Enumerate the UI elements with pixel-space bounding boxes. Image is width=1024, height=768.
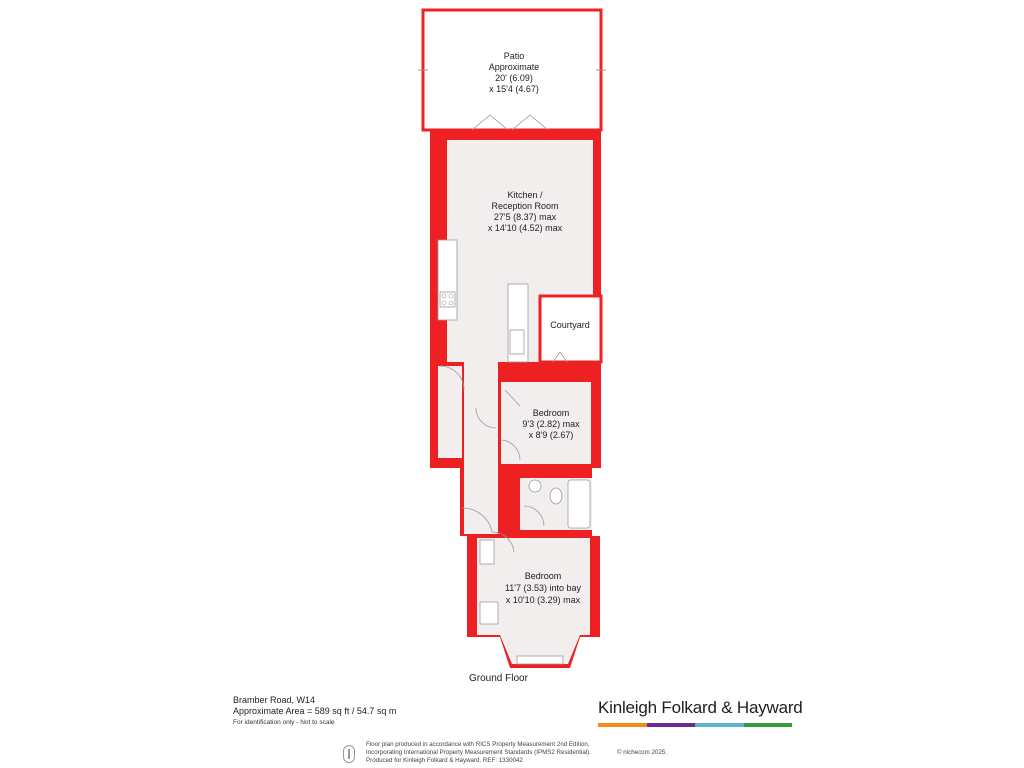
svg-text:x 10'10 (3.29) max: x 10'10 (3.29) max: [505, 595, 581, 605]
svg-text:9'3 (2.82) max: 9'3 (2.82) max: [522, 419, 580, 429]
footer-line-1: Floor plan produced in accordance with RICS Property Measurement 2nd Edition,: [366, 741, 590, 748]
footer-text: [366, 741, 591, 766]
svg-text:20' (6.09): 20' (6.09): [495, 73, 533, 83]
footer-line-3: Produced for Kinleigh Folkard & Hayward. REF: 1330042: [366, 757, 523, 765]
wardrobe: [480, 540, 494, 564]
hall-cupboard: [438, 366, 462, 458]
svg-text:Patio: Patio: [503, 51, 525, 61]
basin: [529, 480, 541, 492]
svg-text:Bedroom: Bedroom: [524, 571, 562, 581]
svg-text:Reception Room: Reception Room: [491, 201, 559, 211]
svg-text:11'7 (3.53) into bay: 11'7 (3.53) into bay: [504, 583, 582, 593]
brand-color-bar: [598, 723, 792, 727]
property-address: Bramber Road, W14: [233, 695, 316, 705]
property-area: Approximate Area = 589 sq ft / 54.7 sq m: [233, 706, 397, 716]
brand-logo-text: Kinleigh Folkard & Hayward: [598, 698, 803, 717]
svg-text:x 15'4 (4.67): x 15'4 (4.67): [489, 84, 539, 94]
svg-text:x 14'10 (4.52) max: x 14'10 (4.52) max: [487, 223, 563, 233]
property-disclaimer: For identification only - Not to scale: [233, 719, 335, 726]
hob: [440, 292, 455, 307]
wardrobe-2: [480, 602, 498, 624]
svg-text:27'5 (8.37) max: 27'5 (8.37) max: [493, 212, 557, 222]
footer-line-2: Incorporating International Property Measurement Standards (IPMS2 Residential).: [366, 749, 591, 757]
svg-text:Kitchen /: Kitchen /: [507, 190, 543, 200]
sink: [510, 330, 524, 354]
measurement-badge-icon: [343, 745, 355, 763]
bathtub: [568, 480, 590, 528]
svg-text:Bedroom: Bedroom: [532, 408, 570, 418]
svg-text:x 8'9 (2.67): x 8'9 (2.67): [528, 430, 574, 440]
floor-label: Ground Floor: [469, 673, 528, 684]
toilet: [550, 488, 562, 504]
hallway-floor: [464, 362, 498, 534]
svg-text:Approximate: Approximate: [488, 62, 540, 72]
kitchen-counter: [438, 240, 457, 320]
courtyard-label: Courtyard: [550, 320, 590, 330]
footer-copyright: © nichecom 2025.: [617, 749, 667, 756]
